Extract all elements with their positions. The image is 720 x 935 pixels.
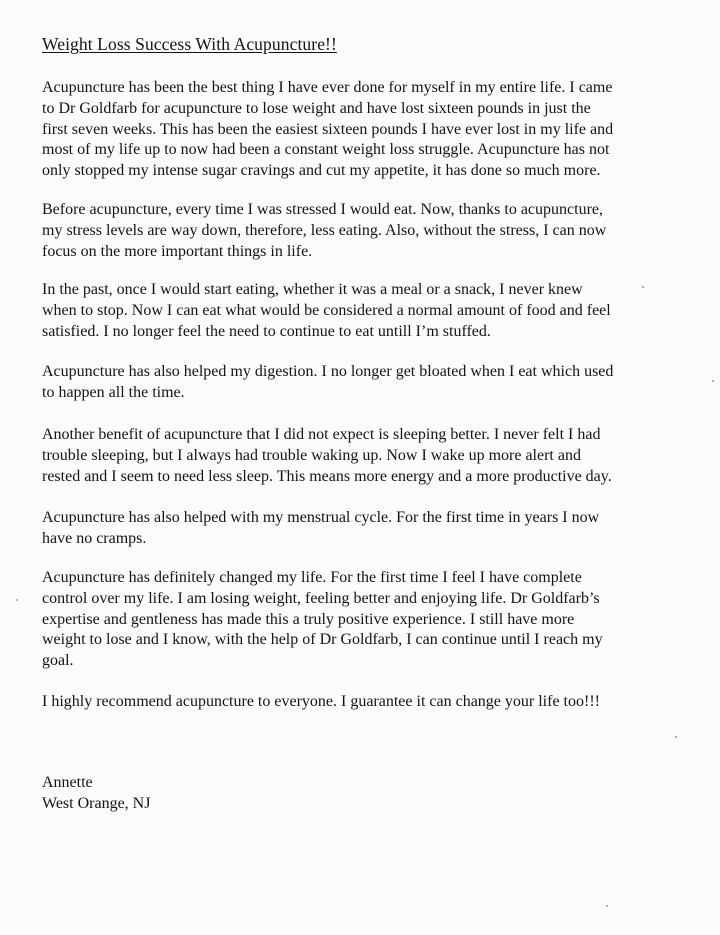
paragraph-line: when to stop. Now I can eat what would be considered a normal amount of food and feel — [42, 301, 611, 319]
paragraph-6 — [42, 508, 692, 550]
paragraph-line: have no cramps. — [42, 529, 147, 547]
paragraph-3 — [42, 280, 692, 342]
paragraph-8 — [42, 692, 692, 713]
scan-speck — [606, 905, 608, 907]
signature-name: Annette — [42, 774, 93, 791]
paragraph-line: to happen all the time. — [42, 383, 185, 401]
paragraph-2 — [42, 200, 692, 262]
paragraph-line: Another benefit of acupuncture that I did not expect is sleeping better. I never felt I had — [42, 426, 601, 443]
paragraph-line: Acupuncture has also helped my digestion. I no longer get bloated when I eat which used — [42, 363, 614, 380]
scan-speck — [16, 599, 18, 601]
paragraph-line: most of my life up to now had been a constant weight loss struggle. Acupuncture has not — [42, 141, 610, 159]
paragraph-line: my stress levels are way down, therefore, less eating. Also, without the stress, I can now — [42, 221, 607, 239]
paragraph-line: rested and I seem to need less sleep. This means more energy and a more productive day. — [42, 467, 612, 485]
paragraph-1 — [42, 78, 692, 182]
paragraph-line: Acupuncture has also helped with my menstrual cycle. For the first time in years I now — [42, 509, 600, 526]
paragraph-5 — [42, 425, 692, 487]
paragraph-line: Acupuncture has been the best thing I have ever done for myself in my entire life. I came — [42, 79, 613, 96]
paragraph-line: expertise and gentleness has made this a truly positive experience. I still have more — [42, 610, 575, 628]
signature-block — [42, 773, 150, 814]
paragraph-line: focus on the more important things in life. — [42, 242, 313, 260]
paragraph-line: In the past, once I would start eating, whether it was a meal or a snack, I never knew — [42, 281, 583, 298]
paragraph-line: I highly recommend acupuncture to everyone. I guarantee it can change your life too!!! — [42, 693, 600, 710]
paragraph-line: Before acupuncture, every time I was stressed I would eat. Now, thanks to acupuncture, — [42, 201, 603, 218]
paragraph-line: first seven weeks. This has been the easiest sixteen pounds I have ever lost in my life and — [42, 120, 614, 138]
paragraph-4 — [42, 362, 692, 404]
paragraph-line: weight to lose and I know, with the help of Dr Goldfarb, I can continue until I reach my — [42, 631, 603, 649]
paragraph-7 — [42, 568, 692, 672]
paragraph-line: goal. — [42, 652, 74, 670]
scan-speck — [712, 380, 714, 382]
scan-speck — [642, 286, 644, 288]
paragraph-line: control over my life. I am losing weight, feeling better and enjoying life. Dr Goldfarb’s — [42, 589, 600, 607]
paragraph-line: satisfied. I no longer feel the need to continue to eat untill I’m stuffed. — [42, 322, 491, 340]
paragraph-line: to Dr Goldfarb for acupuncture to lose weight and have lost sixteen pounds in just the — [42, 99, 591, 117]
paragraph-line: trouble sleeping, but I always had trouble waking up. Now I wake up more alert and — [42, 446, 581, 464]
scan-speck — [675, 736, 677, 738]
letter-title: Weight Loss Success With Acupuncture!! — [42, 34, 337, 54]
signature-location: West Orange, NJ — [42, 794, 151, 812]
paragraph-line: Acupuncture has definitely changed my life. For the first time I feel I have complete — [42, 569, 582, 586]
paragraph-line: only stopped my intense sugar cravings and cut my appetite, it has done so much more. — [42, 162, 601, 180]
